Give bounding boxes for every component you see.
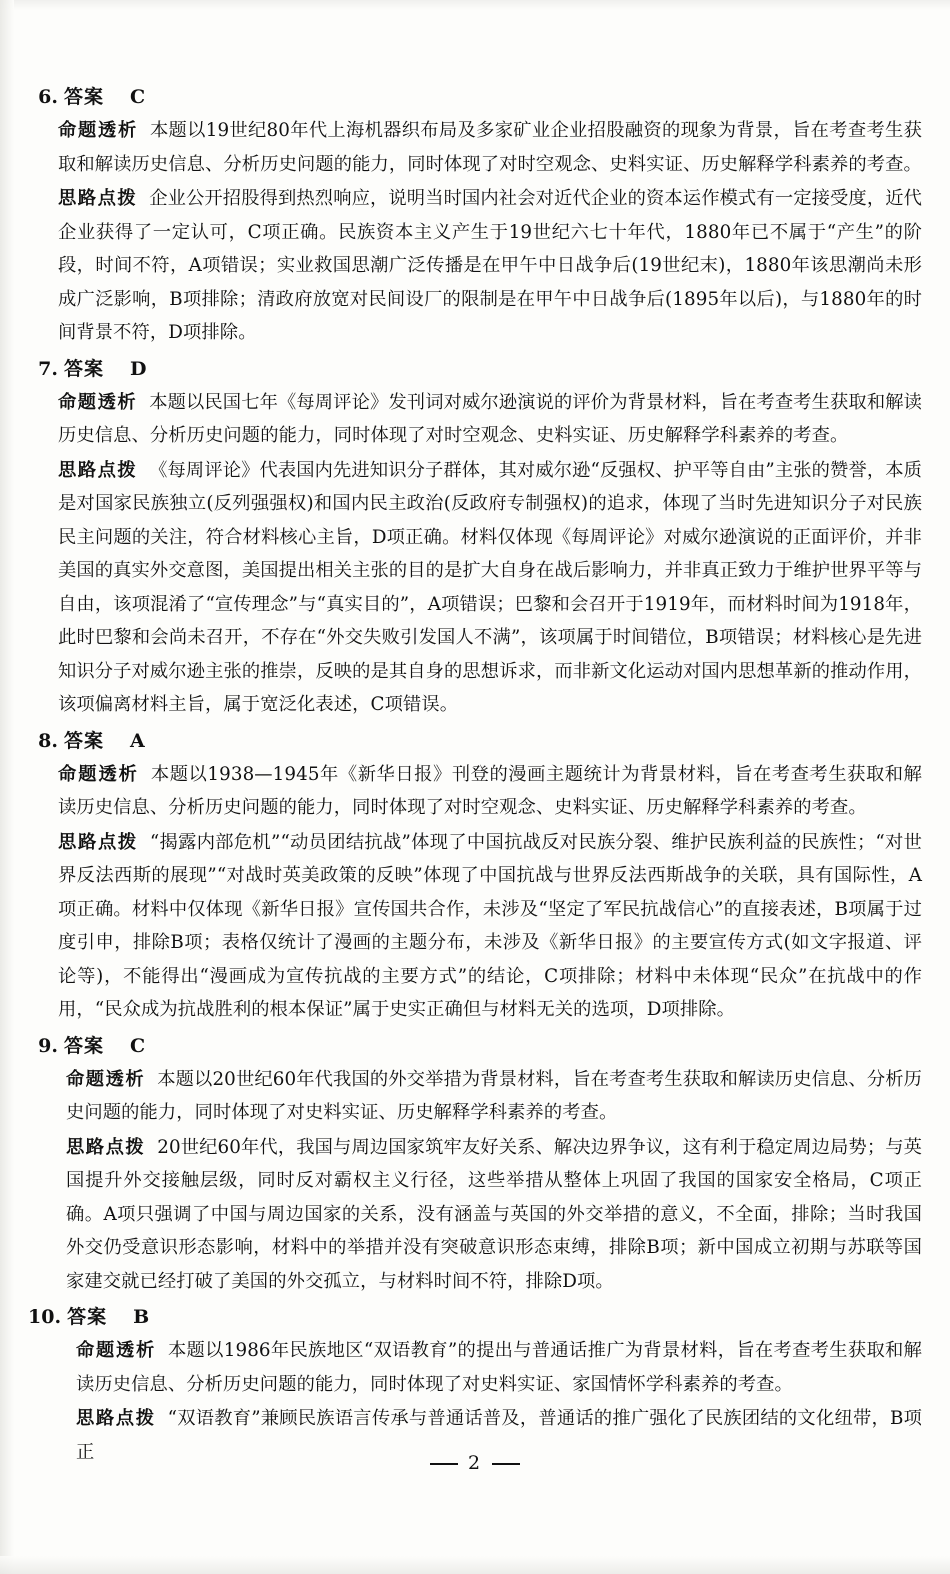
analysis-text: 本题以民国七年《每周评论》发刊词对威尔逊演说的评价为背景材料，旨在考查考生获取和解读历史信息、分析历史问题的能力，同时体现了对时空观念、史料实证、历史解释学科素养的考查。 [58,391,922,446]
answer-value: B [133,1306,151,1328]
analysis-paragraph [28,1334,922,1401]
answer-block [28,354,922,722]
hint-tag: 思路点拨 [66,1136,146,1158]
question-number: 7. [38,357,58,380]
hint-tag: 思路点拨 [58,188,138,209]
answer-heading [28,726,922,756]
analysis-text: 本题以20世纪60年代我国的外交举措为背景材料，旨在考查考生获取和解读历史信息、分析历史问题的能力，同时体现了对史料实证、历史解释学科素养的考查。 [66,1068,923,1123]
answer-value: D [130,357,148,380]
answer-heading [28,1031,922,1061]
analysis-text: 本题以19世纪80年代上海机器织布局及多家矿业企业招股融资的现象为背景，旨在考查考生获取和解读历史信息、分析历史问题的能力，同时体现了对时空观念、史料实证、历史解释学科素养的考查。 [58,120,922,175]
question-number: 9. [38,1034,58,1057]
answer-value: C [130,86,147,108]
page-edge-top [0,0,950,10]
question-number: 8. [38,729,58,752]
hint-text: 《每周评论》代表国内先进知识分子群体，其对威尔逊“反强权、护平等自由”主张的赞誉，本质是对国家民族独立(反列强强权)和国内民主政治(反政府专制强权)的追求，体现了当时先进知识分子对民族民主问题的关注，符合材料核心主旨，D项正确。材料仅体现《每周评论》对威尔逊演说的正面评价，并非美国的真实外交意图，美国提出相关主张的目的是扩大自身在战后影响力，并非真正致力于维护世界平等与自由，该项混淆了“宣传理念”与“真实目的”，A项错误；巴黎和会召开于1919年，而材料时间为1918年，此时巴黎和会尚未召开，不存在“外交失败引发国人不满”，该项属于时间错位，B项错误；材料核心是先进知识分子对威尔逊主张的推崇，反映的是其自身的思想诉求，而非新文化运动对国内思想革新的推动作用，该项偏离材料主旨，属于宽泛化表述，C项错误。 [58,459,922,715]
answer-block [28,1302,922,1469]
analysis-text: 本题以1986年民族地区“双语教育”的提出与普通话推广为背景材料，旨在考查考生获取和解读历史信息、分析历史问题的能力，同时体现了对史料实证、家国情怀学科素养的考查。 [76,1340,923,1395]
answer-heading [28,82,922,112]
answer-heading [28,354,922,384]
page-number: 2 [467,1452,483,1474]
hint-paragraph [28,826,922,1027]
answer-label: 答案 [64,1034,105,1057]
hint-tag: 思路点拨 [58,831,138,853]
answer-label: 答案 [64,357,105,380]
answer-label: 答案 [67,1306,108,1328]
answer-block [28,82,922,350]
footer-dash-right [492,1463,520,1465]
question-number: 10. [28,1306,62,1328]
analysis-paragraph [28,1063,922,1130]
analysis-paragraph [28,386,922,453]
answer-value: C [130,1034,147,1057]
hint-tag: 思路点拨 [76,1408,156,1429]
answers-content [28,82,922,1473]
page-footer [0,1452,950,1474]
analysis-tag: 命题透析 [58,120,138,141]
hint-tag: 思路点拨 [58,459,138,481]
hint-paragraph [28,1131,922,1299]
hint-paragraph [28,454,922,722]
answer-block [28,1031,922,1299]
question-number: 6. [38,86,58,108]
analysis-paragraph [28,758,922,825]
page-edge-bottom [0,1556,950,1574]
hint-text: 20世纪60年代，我国与周边国家筑牢友好关系、解决边界争议，这有利于稳定周边局势；与英国提升外交接触层级，同时反对霸权主义行径，这些举措从整体上巩固了我国的国家安全格局，C项正确。A项只强调了中国与周边国家的关系，没有涵盖与英国的外交举措的意义，不全面，排除；当时我国外交仍受意识形态影响，材料中的举措并没有突破意识形态束缚，排除B项；新中国成立初期与苏联等国家建交就已经打破了美国的外交孤立，与材料时间不符，排除D项。 [66,1136,923,1292]
answer-block [28,726,922,1027]
hint-text: 企业公开招股得到热烈响应，说明当时国内社会对近代企业的资本运作模式有一定接受度，近代企业获得了一定认可，C项正确。民族资本主义产生于19世纪六七十年代，1880年已不属于“产生”的阶段，时间不符，A项错误；实业救国思潮广泛传播是在甲午中日战争后(19世纪末)，1880年该思潮尚未形成广泛影响，B项排除；清政府放宽对民间设厂的限制是在甲午中日战争后(1895年以后)，与1880年的时间背景不符，D项排除。 [58,188,922,343]
analysis-paragraph [28,114,922,181]
answer-label: 答案 [64,86,105,108]
answer-heading [28,1302,922,1332]
analysis-tag: 命题透析 [58,391,138,413]
hint-text: “双语教育”兼顾民族语言传承与普通话普及，普通话的推广强化了民族团结的文化纽带，B项正 [76,1408,923,1463]
answer-label: 答案 [64,729,105,752]
analysis-tag: 命题透析 [66,1068,146,1090]
answer-value: A [130,729,146,752]
analysis-tag: 命题透析 [58,763,139,785]
analysis-text: 本题以1938—1945年《新华日报》刊登的漫画主题统计为背景材料，旨在考查考生获取和解读历史信息、分析历史问题的能力，同时体现了对时空观念、史料实证、历史解释学科素养的考查。 [58,763,923,818]
analysis-tag: 命题透析 [76,1340,156,1361]
hint-paragraph [28,182,922,350]
page-edge-left [0,0,14,1574]
footer-dash-left [430,1463,458,1465]
hint-text: “揭露内部危机”“动员团结抗战”体现了中国抗战反对民族分裂、维护民族利益的民族性；“对世界反法西斯的展现”“对战时英美政策的反映”体现了中国抗战与世界反法西斯战争的关联，具有国际性，A项正确。材料中仅体现《新华日报》宣传国共合作，未涉及“坚定了军民抗战信心”的直接表述，B项属于过度引申，排除B项；表格仅统计了漫画的主题分布，未涉及《新华日报》的主要宣传方式(如文字报道、评论等)，不能得出“漫画成为宣传抗战的主要方式”的结论，C项排除；材料中未体现“民众”在抗战中的作用，“民众成为抗战胜利的根本保证”属于史实正确但与材料无关的选项，D项排除。 [58,831,922,1020]
